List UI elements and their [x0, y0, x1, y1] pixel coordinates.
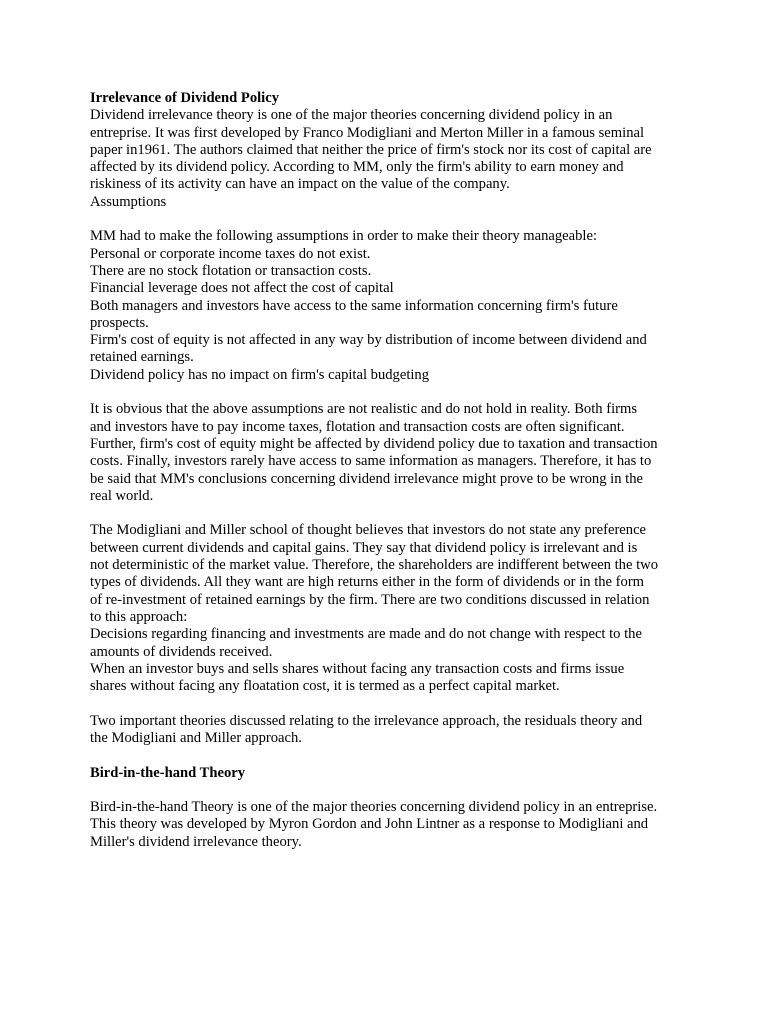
text-line: Bird-in-the-hand Theory is one of the major theories concerning dividend policy in an entreprise.: [90, 799, 658, 816]
paragraph-gap: [90, 747, 690, 764]
assumptions-label: Assumptions: [90, 193, 167, 210]
text-line: to this approach:: [90, 608, 188, 625]
critique-paragraph: [90, 401, 690, 505]
text-line: Further, firm's cost of equity might be affected by dividend policy due to taxation and transaction: [90, 435, 658, 452]
text-line: There are no stock flotation or transaction costs.: [90, 262, 372, 279]
text-line: retained earnings.: [90, 349, 194, 366]
text-line: the Modigliani and Miller approach.: [90, 729, 302, 746]
heading-bird-in-the-hand-theory: Bird-in-the-hand Theory: [90, 764, 246, 781]
paragraph-gap: [90, 695, 690, 712]
text-line: Dividend irrelevance theory is one of the major theories concerning dividend policy in an: [90, 107, 613, 124]
text-line: shares without facing any floatation cost, it is termed as a perfect capital market.: [90, 678, 560, 695]
text-line: and investors have to pay income taxes, flotation and transaction costs are often significant.: [90, 418, 625, 435]
text-line: It is obvious that the above assumptions are not realistic and do not hold in reality. Both firms: [90, 401, 638, 418]
text-line: amounts of dividends received.: [90, 643, 273, 660]
text-line: MM had to make the following assumptions in order to make their theory manageable:: [90, 228, 598, 245]
text-line: Dividend policy has no impact on firm's capital budgeting: [90, 366, 430, 383]
text-line: real world.: [90, 487, 154, 504]
theories-paragraph: [90, 713, 690, 748]
bird-in-hand-paragraph: [90, 799, 690, 851]
mm-school-paragraph: [90, 522, 690, 695]
assumptions-paragraph: [90, 228, 690, 384]
text-line: be said that MM's conclusions concerning dividend irrelevance might prove to be wrong in the: [90, 470, 644, 487]
text-line: types of dividends. All they want are high returns either in the form of dividends or in the form: [90, 574, 645, 591]
heading-irrelevance-of-dividend-policy: Irrelevance of Dividend Policy: [90, 90, 280, 106]
text-line: The Modigliani and Miller school of thought believes that investors do not state any preference: [90, 522, 647, 539]
text-line: paper in1961. The authors claimed that neither the price of firm's stock nor its cost of capital are: [90, 141, 652, 158]
text-line: of re-investment of retained earnings by the firm. There are two conditions discussed in relation: [90, 591, 650, 608]
text-line: Two important theories discussed relating to the irrelevance approach, the residuals theory and: [90, 712, 643, 729]
text-line: costs. Finally, investors rarely have access to same information as managers. Therefore, it has to: [90, 453, 652, 470]
section-irrelevance: [90, 90, 690, 211]
paragraph-gap: [90, 384, 690, 401]
text-line: This theory was developed by Myron Gordon and John Lintner as a response to Modigliani and: [90, 816, 649, 833]
text-line: Both managers and investors have access to the same information concerning firm's future: [90, 297, 618, 314]
text-line: entreprise. It was first developed by Franco Modigliani and Merton Miller in a famous seminal: [90, 124, 645, 141]
text-line: Miller's dividend irrelevance theory.: [90, 833, 302, 850]
document-page: [90, 90, 690, 851]
text-line: prospects.: [90, 314, 149, 331]
text-line: not deterministic of the market value. Therefore, the shareholders are indifferent between the two: [90, 557, 658, 574]
paragraph-gap: [90, 211, 690, 228]
paragraph-gap: [90, 782, 690, 799]
text-line: riskiness of its activity can have an impact on the value of the company.: [90, 176, 510, 193]
text-line: Decisions regarding financing and investments are made and do not change with respect to the: [90, 626, 642, 643]
text-line: Personal or corporate income taxes do not exist.: [90, 245, 371, 262]
text-line: between current dividends and capital gains. They say that dividend policy is irrelevant and is: [90, 539, 638, 556]
text-line: affected by its dividend policy. According to MM, only the firm's ability to earn money and: [90, 159, 624, 176]
text-line: Firm's cost of equity is not affected in any way by distribution of income between dividend and: [90, 332, 647, 349]
text-line: Financial leverage does not affect the cost of capital: [90, 280, 394, 297]
text-line: When an investor buys and sells shares without facing any transaction costs and firms issue: [90, 660, 625, 677]
intro-paragraph: [90, 107, 690, 193]
paragraph-gap: [90, 505, 690, 522]
